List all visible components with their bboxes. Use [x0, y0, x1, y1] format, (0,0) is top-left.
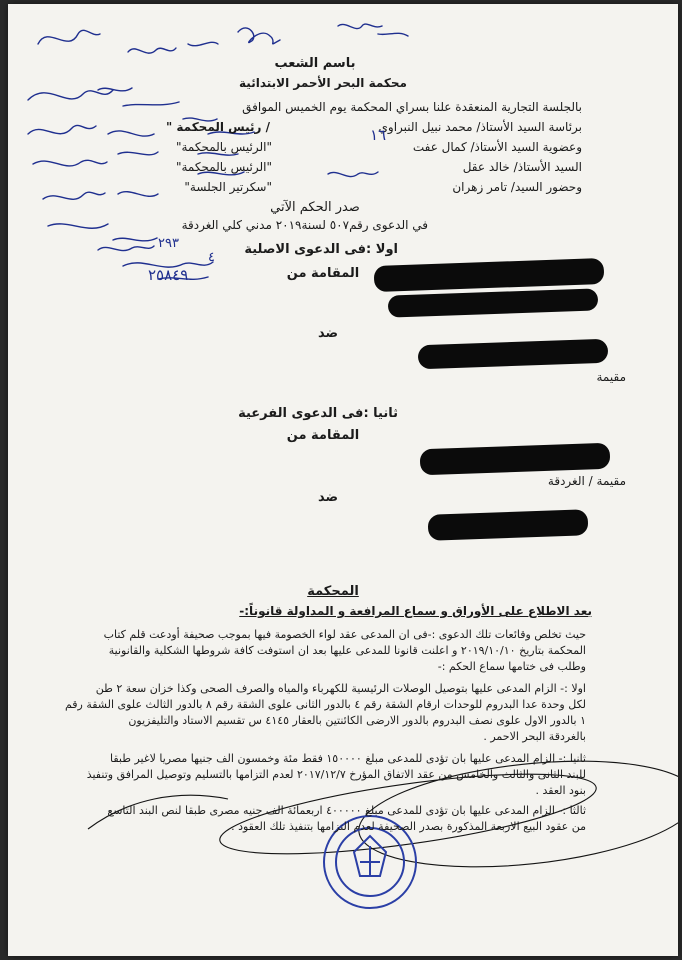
eagle-emblem-icon	[354, 836, 386, 876]
body-line: من عقود البيع الاربعة المذكورة بصدر الصحيفة لعدم التزامها بتنفيذ تلك العقود .	[231, 820, 586, 833]
body-line: حيث تخلص وقائعات تلك الدعوى :-فى ان المدعى عقد لواء الخصومة فيها بموجب صحيفة أودعت قلم كتاب	[103, 628, 586, 641]
session-line: بالجلسة التجارية المنعقدة علنا بسراي المحكمة يوم الخميس الموافق	[242, 100, 582, 114]
body-line: بنود العقد .	[535, 784, 586, 797]
body-line: للبند الثانى والثالث والخامس من عقد الاتفاق المؤرخ ٢٠١٧/١٢/٧ لعدم التزامها بالتسليم وتوصيل المرافق وتنفيذ	[86, 768, 586, 781]
first-case-filed-by: المقامة من	[286, 266, 360, 281]
handwritten-line-8	[328, 172, 378, 177]
body-line: ثالثا :- الزام المدعى عليها بان تؤدى للمدعى مبلغ ٤٠٠٠٠٠ اربعمائة الف جنيه مصرى طبقا لنص البند التاسع	[107, 804, 586, 817]
body-line: لكل وحدة عدا البدروم للوحدات ارقام الشقة رقم ٤ بالدور الثانى علوى الشقة رقم ٨ بالدور الثالث علوى الشقة رقم	[64, 698, 586, 711]
handwritten-number: ٢٥٨٤٩	[148, 266, 189, 284]
body-line: وطلب فى ختامها سماع الحكم :-	[437, 660, 586, 673]
court-heading: المحكمة	[307, 584, 359, 599]
second-case-filed-by: المقامة من	[286, 428, 360, 443]
body-line: المحكمة بتاريخ ٢٠١٩/١٠/١٠ و اعلنت قانونا للمدعى عليها بعد ان استوفت كافة شروطها الشكلية والقانونية	[108, 644, 586, 657]
handwritten-line-2	[123, 102, 217, 121]
presided-by: برئاسة السيد الأستاذ/ محمد نبيل النبراوي	[378, 120, 582, 134]
handwritten-line-3	[28, 125, 154, 136]
body-line: ١ بالدور الاول علوى نصف البدروم بالدور الارضى الكائنتين بالعقار ٤١٤٥ س تقسيم الاستاد والتليفزيون	[128, 714, 586, 727]
handwritten-number: ٤	[208, 250, 215, 265]
second-case-against: ضد	[317, 490, 339, 505]
second-case-residence: مقيمة / الغردقة	[547, 474, 626, 488]
body-line: بالغردقة البحر الاحمر .	[483, 730, 586, 743]
member-1: وعضوية السيد الأستاذ/ كمال عفت	[412, 140, 582, 154]
handwritten-line-4	[33, 152, 158, 166]
member-1-role: "الرئيس بالمحكمة"	[175, 140, 272, 154]
second-case-title: ثانيا :فى الدعوى الفرعية	[238, 406, 398, 421]
handwritten-number: ١٦	[370, 126, 387, 144]
review-statement: بعد الاطلاع على الأوراق و سماع المرافعة و المداولة قانوناً:-	[239, 604, 592, 618]
header-in-name-of-people: باسم الشعب	[274, 56, 356, 71]
handwritten-line-6	[48, 224, 157, 241]
member-2: السيد الأستاذ/ خالد عقل	[462, 160, 582, 174]
signature-top-left	[38, 30, 100, 44]
member-2-role: "الرئيس بالمحكمة"	[175, 160, 272, 174]
first-case-residence: مقيمة	[596, 370, 626, 384]
handwritten-line-1	[28, 88, 132, 100]
document-page	[8, 4, 678, 956]
signature-top-3	[128, 42, 218, 53]
handwritten-line-10	[98, 246, 154, 251]
signature-top-2	[338, 24, 408, 36]
clerk: وحضور السيد/ تامر زهران	[452, 180, 582, 194]
body-line: ثانيا :- الزام المدعى عليها بان تؤدى للمدعى مبلغ ١٥٠٠٠٠ فقط مئة وخمسون الف جنيها مصريا لاغير طبقا	[110, 752, 586, 765]
body-line: اولا :- الزام المدعى عليها بتوصيل الوصلات الرئيسية للكهرباء والمياه والصرف الصحى وكذا خزان سعة ٢ طن	[95, 682, 586, 695]
clerk-role: "سكرتير الجلسة"	[184, 180, 272, 194]
presided-role: / رئيس المحكمة "	[165, 120, 270, 134]
handwritten-line-5	[43, 192, 158, 200]
judgment-issued: صدر الحكم الآتي	[270, 200, 360, 215]
first-case-against: ضد	[317, 326, 339, 341]
court-name: محكمة البحر الأحمر الابتدائية	[239, 76, 407, 90]
handwritten-number: ٢٩٣	[158, 236, 179, 251]
signature-top-1	[238, 28, 280, 44]
first-case-title: اولا :فى الدعوى الاصلية	[244, 242, 398, 257]
case-number: في الدعوى رقم٥٠٧ لسنة٢٠١٩ مدني كلي الغردقة	[181, 218, 428, 232]
